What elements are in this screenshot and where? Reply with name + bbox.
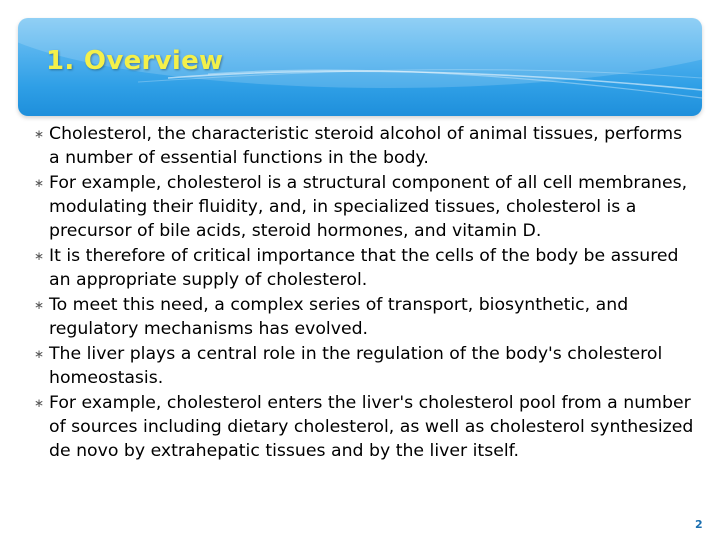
bullet-marker-icon: ∗ — [34, 347, 45, 361]
bullet-text: For example, cholesterol enters the liver's cholesterol pool from a number of sources including dietary cholesterol, as well as cholesterol synthesized de novo by extrahepatic tissues and by the liver itself. — [49, 393, 694, 461]
bullet-marker-icon: ∗ — [34, 396, 45, 410]
bullet-item-4 — [34, 293, 694, 341]
bullet-text: Cholesterol, the characteristic steroid alcohol of animal tissues, performs a number of essential functions in the body. — [49, 124, 683, 168]
page-number: 2 — [695, 518, 703, 531]
bullet-marker-icon: ∗ — [34, 127, 45, 141]
bullet-item-2 — [34, 171, 694, 243]
slide-title: 1. Overview — [46, 46, 224, 76]
title-banner — [18, 18, 702, 116]
bullet-text: For example, cholesterol is a structural component of all cell membranes, modulating their fluidity, and, in specialized tissues, cholesterol is a precursor of bile acids, steroid hormones, and vitamin D. — [49, 173, 688, 241]
bullet-marker-icon: ∗ — [34, 249, 45, 263]
bullet-item-1 — [34, 122, 694, 170]
bullet-item-6 — [34, 391, 694, 463]
bullet-marker-icon: ∗ — [34, 176, 45, 190]
bullet-list — [34, 122, 694, 464]
bullet-text: The liver plays a central role in the regulation of the body's cholesterol homeostasis. — [49, 344, 663, 388]
bullet-item-5 — [34, 342, 694, 390]
bullet-text: It is therefore of critical importance that the cells of the body be assured an appropriate supply of cholesterol. — [49, 246, 679, 290]
bullet-item-3 — [34, 244, 694, 292]
bullet-text: To meet this need, a complex series of transport, biosynthetic, and regulatory mechanisms has evolved. — [49, 295, 629, 339]
bullet-marker-icon: ∗ — [34, 298, 45, 312]
